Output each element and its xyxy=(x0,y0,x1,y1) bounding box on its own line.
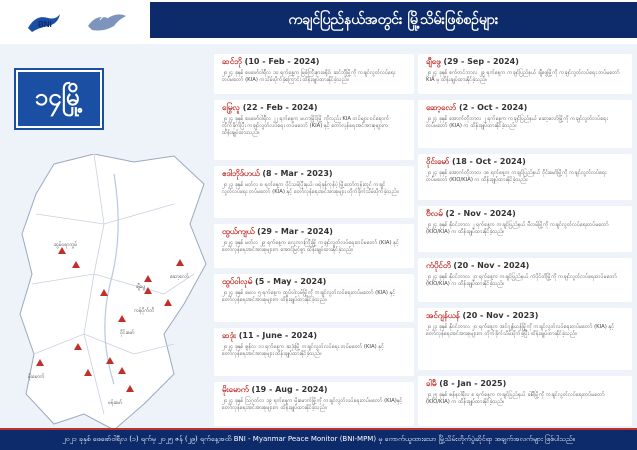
event-date: (19 - Aug - 2024) xyxy=(251,385,328,394)
map-label: ကန်ပိုက်တိ xyxy=(134,308,155,314)
event-place: ဆဒုံး xyxy=(222,331,236,340)
event-date: (20 - Nov - 2023) xyxy=(462,311,539,320)
event-description: ၂၀၂၃ ခုနှစ် နိုဝင်ဘာလ ၂၀ ရက်နေ့က အင်ဂျန်ယန်မြို့ကို ကချင်လွတ်လပ်ရေးတပ်မတော် (KIA) နှင့် တော်လှန်ရေးအင်အားစုများက တိုက်ခိုက်သိမ်းပိုက်ခဲ့ပြီး ထိန်းချုပ်ထားနိုင်ခဲ့သည်။ xyxy=(426,324,615,338)
header xyxy=(0,0,637,44)
event-place: အင်ဂျန်ယန် xyxy=(426,311,460,320)
event-date: (8 - Mar - 2023) xyxy=(262,169,333,178)
event-date: (8 - Jan - 2025) xyxy=(439,379,507,388)
event-card xyxy=(214,328,414,376)
event-date: (11 - June - 2024) xyxy=(238,331,318,340)
svg-text:BNI: BNI xyxy=(38,20,52,29)
event-card xyxy=(214,54,414,94)
event-date: (5 - May - 2024) xyxy=(255,277,327,286)
map-label: ဝိုင်းမော် xyxy=(120,330,135,336)
map-label: ဗန်းမော် xyxy=(108,400,123,406)
map-label: ဆွမ်ပရာဘွမ် xyxy=(54,242,78,248)
page-title: ကချင်ပြည်နယ်အတွင်း မြို့သိမ်းဖြစ်စဉ်များ xyxy=(288,11,499,28)
town-count-label: ၁၄မြို့ xyxy=(34,83,84,111)
event-card xyxy=(418,54,632,94)
title-banner xyxy=(150,2,637,38)
event-date: (2 - Nov - 2024) xyxy=(445,209,516,218)
footer xyxy=(0,430,637,450)
event-date: (29 - Mar - 2024) xyxy=(257,227,333,236)
event-card xyxy=(214,224,414,268)
footer-text: ၂၀၂၁ ခုနှစ် ဖေဖော်ဝါရီလ (၁) ရက်မှ ၂၀၂၅ ဇန် (၂၉) ရက်နေ့အထိ BNI - Myanmar Peace Monitor (BNI-MPM) မှ ကောက်ယူထားသော မြို့သိမ်းတိုက်ပွဲဆိုင်ရာ အချက်အလက်များ ဖြစ်ပါသည်။ xyxy=(62,435,575,443)
event-card xyxy=(418,376,632,426)
event-place: ထွယ်ကျယ် xyxy=(222,227,255,236)
event-place: ဗီလမ် xyxy=(426,209,443,218)
event-description: ၂၀၂၄ ခုနှစ် မေလ ၅ ရက်နေ့က ထွပ်ဝါလုမ်မြို့ကို ကချင်လွတ်လပ်ရေးတပ်မတော် (KIA) နှင့် တော်လှန်ရေးအင်အားစုများက ထိန်းချုပ်ထားနိုင်ခဲ့သည်။ xyxy=(222,290,396,304)
event-card xyxy=(214,166,414,218)
event-description: ၂၀၂၄ ခုနှစ် ဩဂုတ်လ ၁၉ ရက်နေ့က မိုးမောက်မြို့ကို ကချင်လွတ်လပ်ရေးတပ်မတော် (KIA)နှင့် တော်လှန်ရေးအင်အားစုများက ထိန်းချုပ်ထားနိုင်ခဲ့သည်။ xyxy=(222,398,403,412)
state-outline xyxy=(20,154,206,430)
event-place: မြွေလူ xyxy=(222,103,240,112)
event-date: (18 - Oct - 2024) xyxy=(451,157,526,166)
event-date: (2 - Oct - 2024) xyxy=(458,103,528,112)
event-card xyxy=(418,206,632,252)
event-place: ဆော့လော် xyxy=(426,103,457,112)
event-description: ၂၀၂၃ ခုနှစ် မတ်လ ၈ ရက်နေ့က ပိုင်သမ်ပြီးနယ်၊ ဖရဲခုန်ကုန်ပဲ့ မြို့တော်ကုန်းတွင် ကချင်လွတ်လပ်ရေး တပ်မတော် (KIA) နှင့် တော်လှန်ရေးအင်အားစုများ တိုက်ခိုက်သိမ်းပိုက်ခဲ့သည်။ xyxy=(222,182,399,196)
event-date: (10 - Feb - 2024) xyxy=(244,57,320,66)
event-place: ဆင်ဘို xyxy=(222,57,242,66)
event-description: ၂၀၂၄ ခုနှစ် ဖေဖော်ဝါရီလ ၁၀ ရက်နေ့က မြစ်ကြီးနားခရိုင်၊ ဆင်ဘိုမြို့ကို ကချင်လွတ်လပ်ရေးတပ်မတော် (KIA) ကသိမ်းပိုက်ခဲ့ကြောင်း ထိန်းချုပ်ထားနိုင်ခဲ့သည်။ xyxy=(222,70,396,84)
event-card xyxy=(418,100,632,148)
event-place: ဧဒါဘိုဒ်ဟယ် xyxy=(222,169,260,178)
event-place: ဝိုင်းမော် xyxy=(426,157,450,166)
event-description: ၂၀၂၄ ခုနှစ် အောက်တိုဘာလ ၂ ရက်နေ့က ကချင်ပြည်နယ် ဆော့လော်မြို့ကို ကချင်လွတ်လပ်ရေးတပ်မတော် (KIA) က ထိန်းချုပ်ထားနိုင်ခဲ့သည်။ xyxy=(426,116,608,130)
event-description: ၂၀၂၄ ခုနှစ် ဇွန်လ ၁၁ ရက်နေ့က ဆဒုံးမြို့ ကချင်လွတ်လပ်ရေး တပ်မတော် (KIA) နှင့် တော်လှန်ရေးအင်အားစုများ ထိန်းချုပ်ထားနိုင်ခဲ့သည်။ xyxy=(222,344,385,358)
event-card xyxy=(418,258,632,302)
dove-logo-icon xyxy=(78,8,136,38)
town-count-badge xyxy=(16,70,102,128)
event-description: ၂၀၂၄ ခုနှစ် မတ်လ ၂၉ ရက်နေ့က လှေကားကြီးမြို့ ကချင်လွတ်လပ်ရေးတပ်မတော် (KIA) နှင့် တော်လှန်ရေးအင်အားစုများက အောင်မြင်စွာ ထိန်းချုပ်ထားနိုင်ခဲ့သည်။ xyxy=(222,240,399,254)
event-description: ၂၀၂၄ ခုနှစ် စက်တင်ဘာလ ၂၉ ရက်နေ့က ကချင်ပြည်နယ် ချီဖွေမြို့ကို ကချင်လွတ်လပ်ရေး တပ်မတော် KIA မှ ထိန်းချုပ်ထားနိုင်ခဲ့သည်။ xyxy=(426,70,620,84)
event-card xyxy=(418,154,632,200)
event-card xyxy=(214,100,414,160)
event-place: ချီဖွေ xyxy=(426,57,441,66)
map-label: ဆော့လော် xyxy=(170,274,189,280)
event-place: မိုးမောက် xyxy=(222,385,249,394)
event-date: (29 - Sep - 2024) xyxy=(443,57,519,66)
event-place: ခါမီ xyxy=(426,379,437,388)
event-description: ၂၀၂၄ ခုနှစ် နိုဝင်ဘာလ ၂ ရက်နေ့က ကချင်ပြည်နယ် ဗီလမ်မြို့ကို ကချင်လွတ်လပ်ရေးတပ်မတော် (KIO/KIA) က ထိန်းချုပ်ထားနိုင်ခဲ့သည်။ xyxy=(426,222,609,236)
map-label: ချီဖွေ xyxy=(136,284,146,290)
event-card xyxy=(214,274,414,322)
event-description: ၂၀၂၅ ခုနှစ် ဇန်နဝါရီလ ၈ ရက်နေ့က ကချင်ပြည်နယ် ခါမီမြို့ကို ကချင်လွတ်လပ်ရေးတပ်မတော် (KIO/KIA) က ထိန်းချုပ်ထားနိုင်ခဲ့သည်။ xyxy=(426,392,605,406)
content-area xyxy=(0,44,637,430)
event-description: ၂၀၂၄ ခုနှစ် အောက်တိုဘာလ ၁၈ ရက်နေ့က ကချင်ပြည်နယ် ဝိုင်းမော်မြို့ကို ကချင်လွတ်လပ်ရေးတပ်မတော် (KIO/KIA) က ထိန်းချုပ်ထားနိုင်ခဲ့သည်။ xyxy=(426,170,607,184)
bni-logo-icon xyxy=(24,10,64,36)
event-place: ကံပိုင်တိ xyxy=(426,261,451,270)
kachin-map xyxy=(14,154,210,434)
event-card xyxy=(214,382,414,426)
event-description: ၂၀၂၄ ခုနှစ် နိုဝင်ဘာလ ၂၀ ရက်နေ့က ကချင်ပြည်နယ် ကံပိုင်တိမြို့ကို ကချင်လွတ်လပ်ရေးတပ်မတော် (KIO/KIA) က ထိန်းချုပ်ထားနိုင်ခဲ့သည်။ xyxy=(426,274,617,288)
event-card xyxy=(418,308,632,370)
event-description: ၂၀၂၄ ခုနှစ် ဖေဖော်ဝါရီလ ၂၂ ရက်နေ့က မဟာမြိုင်မြို့ ကိုလည်း KIA တပ်များ ဝင်ရောက်တိုက်ခိုက်ပြီး ကချင်လွတ်လပ်ရေး တပ်မတော် (KIA) နှင့် တော်လှန်ရေးအင်အားစုများက ထိန်းချုပ်ထားသည်။ xyxy=(222,116,390,137)
event-date: (22 - Feb - 2024) xyxy=(242,103,318,112)
event-date: (20 - Nov - 2024) xyxy=(453,261,530,270)
event-place: ထွပ်ဝါလုမ် xyxy=(222,277,253,286)
map-label: မိုးမောက် xyxy=(28,374,45,380)
